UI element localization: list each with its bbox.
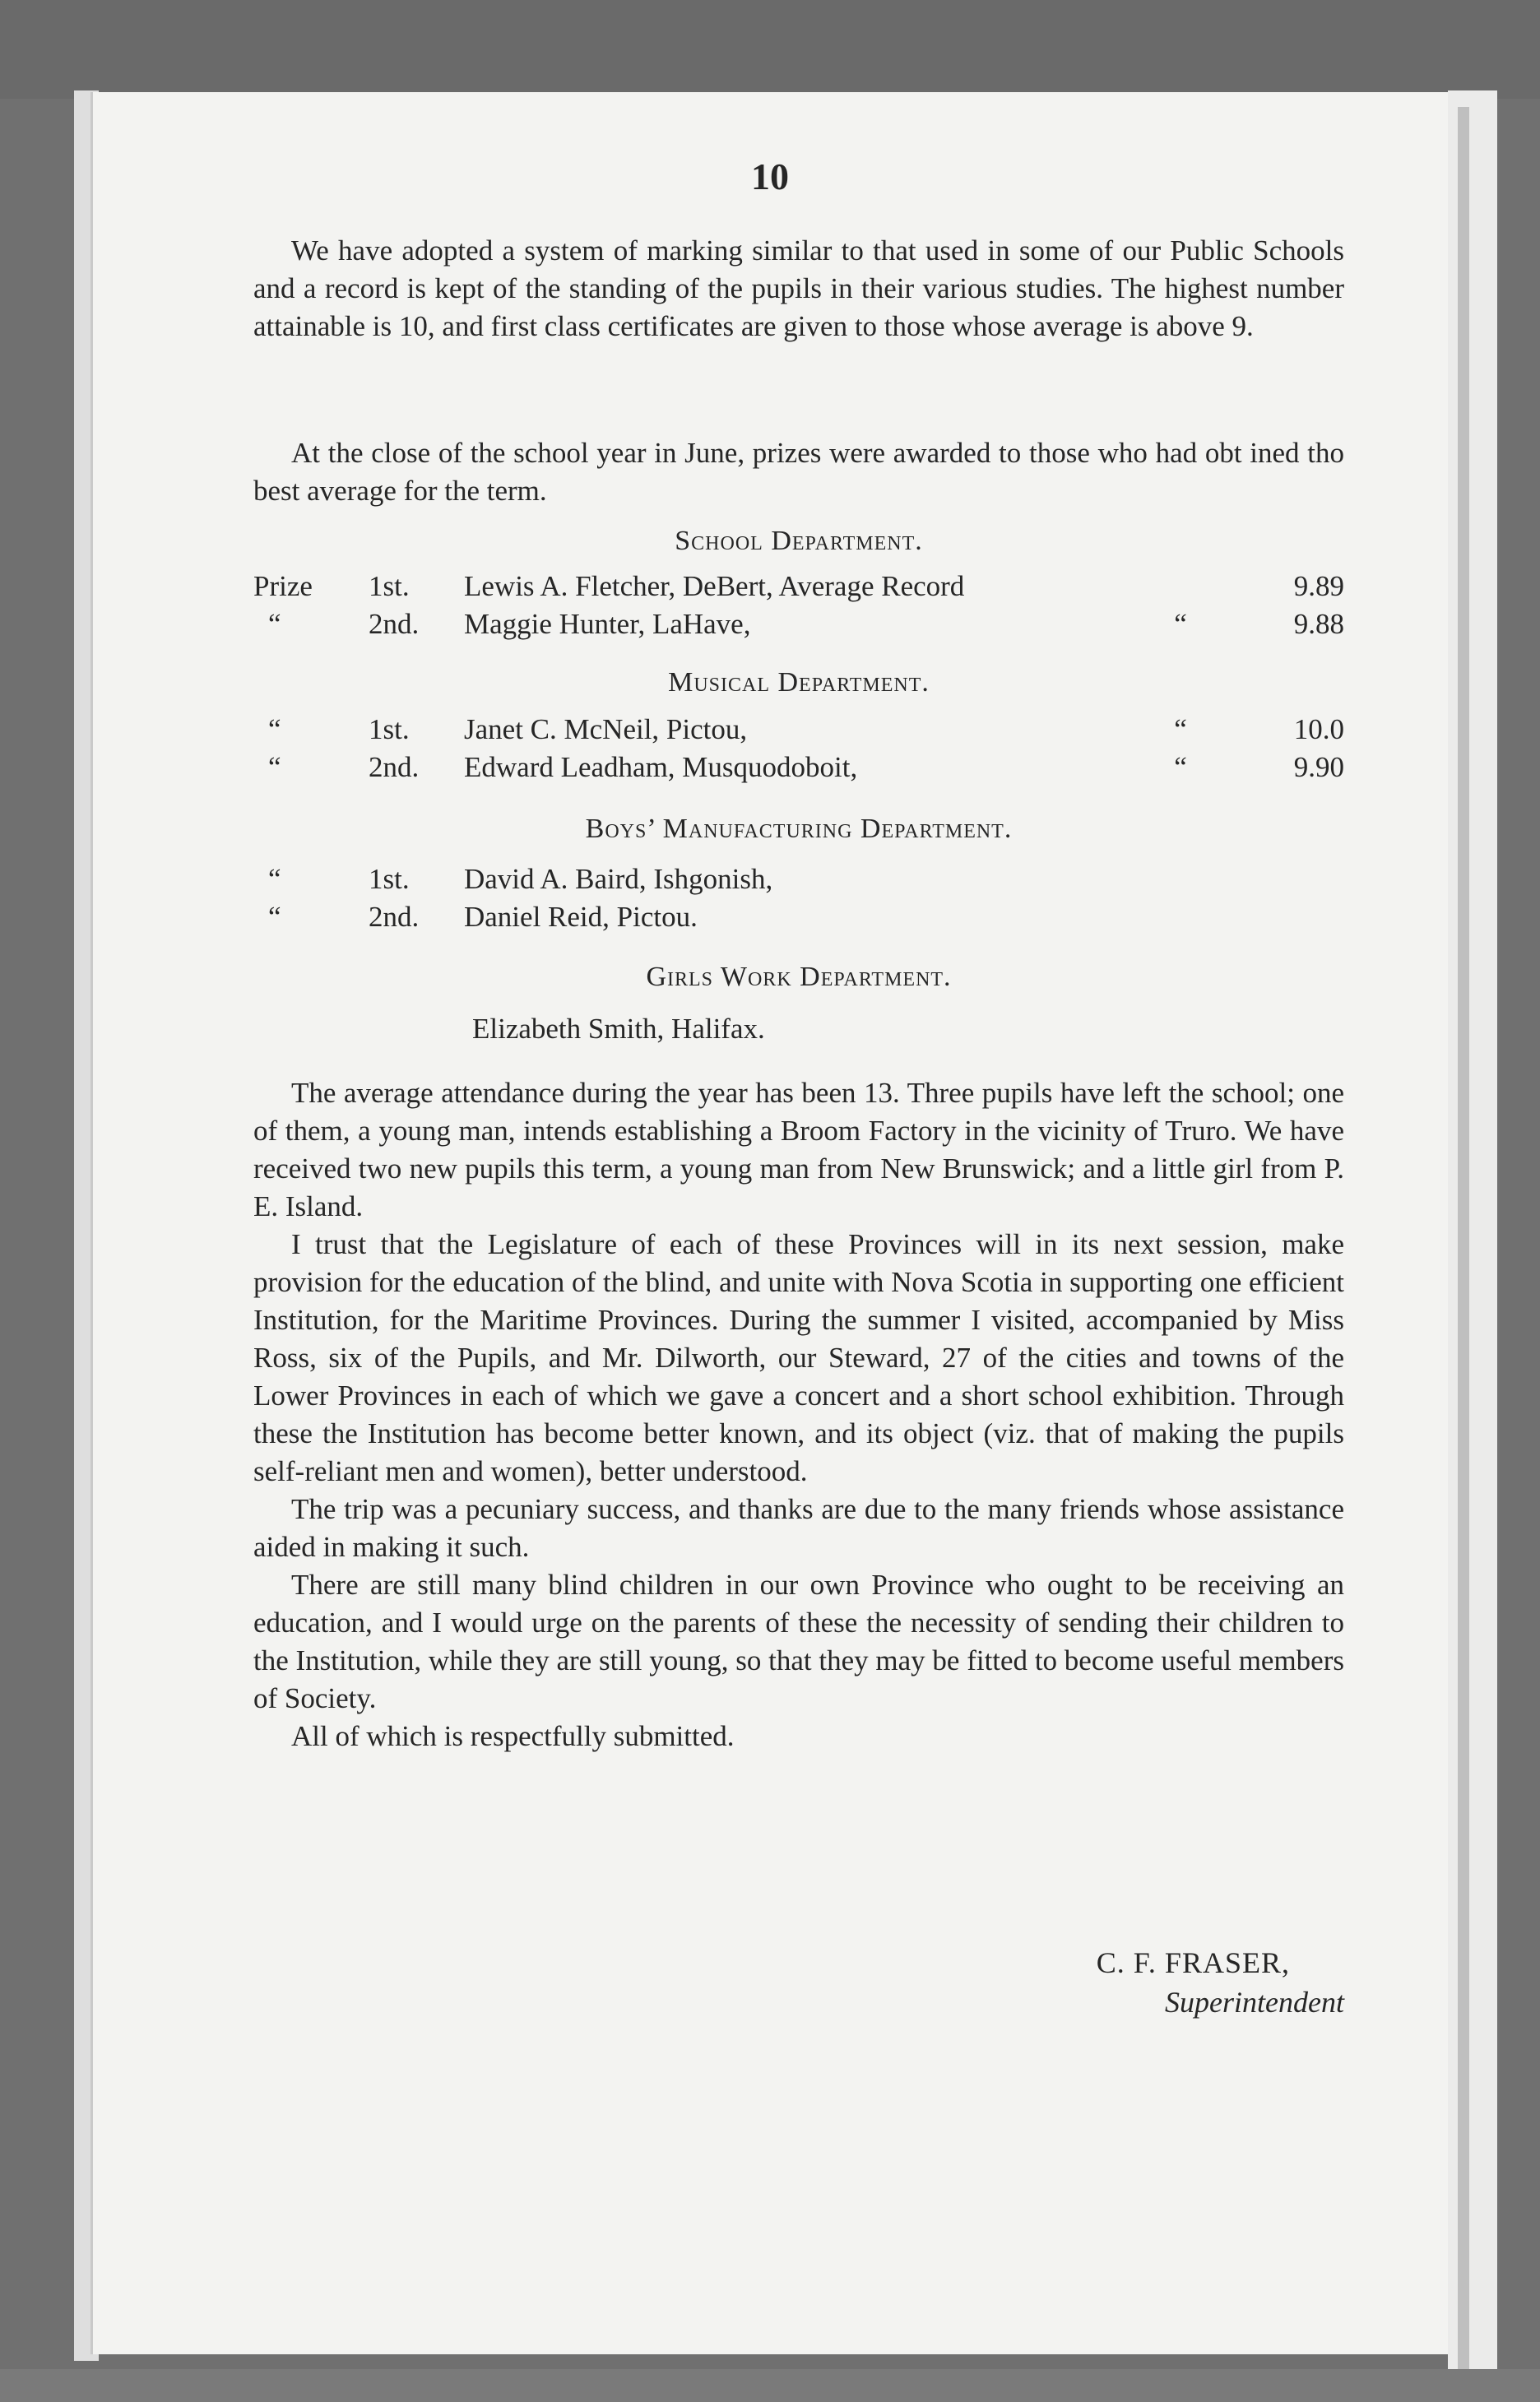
section-heading-girls: Girls Work Department. xyxy=(646,962,952,992)
intro-paragraph-1 xyxy=(253,232,1344,345)
prize-name: David A. Baird, Ishgonish, xyxy=(464,863,773,895)
prize-place: 1st. xyxy=(369,713,410,745)
report-body xyxy=(253,1074,1344,1755)
prize-place: 1st. xyxy=(369,863,410,895)
boys-department-section xyxy=(253,811,1344,936)
prize-prefix: “ xyxy=(268,713,281,745)
section-heading-musical: Musical Department. xyxy=(668,667,930,698)
prize-place: 1st. xyxy=(369,570,410,602)
signer-title: Superintendent xyxy=(1165,1986,1344,2019)
prize-name: Maggie Hunter, LaHave, xyxy=(464,608,751,640)
prize-average: 9.88 xyxy=(1293,608,1344,640)
prize-place: 2nd. xyxy=(369,751,420,783)
section-heading-school: School Department. xyxy=(675,526,923,556)
ditto-mark xyxy=(1119,568,1242,605)
page-number: 10 xyxy=(751,155,789,197)
prize-place: 2nd. xyxy=(369,901,420,933)
prize-name: Daniel Reid, Pictou. xyxy=(464,901,698,933)
prize-prefix: “ xyxy=(268,901,281,933)
musical-prize-table xyxy=(253,711,1344,786)
paragraph: At the close of the school year in June, prizes were awarded to those who had obt ined tho best average for the term. xyxy=(253,437,1344,507)
signer-name: C. F. FRASER, xyxy=(1096,1946,1290,1979)
table-row xyxy=(253,749,1344,786)
prize-average: 9.90 xyxy=(1293,751,1344,783)
paragraph: All of which is respectfully submitted. xyxy=(291,1720,735,1752)
table-row xyxy=(253,711,1344,749)
paragraph: I trust that the Legislature of each of these Provinces will in its next session, make provision for the education of the blind, and unite with Nova Scotia in supporting one efficient Institution, for the Maritime Provinces. During the summer I visited, accompanied by Miss Ross, six of the Pupils, and Mr. Dilworth, our Steward, 27 of the cities and towns of the Lower Provinces in each of which we gave a concert and a short school exhibition. Through these the Institution has become better known, and its object (viz. that of making the pupils self-reliant men and women), better understood. xyxy=(253,1228,1344,1487)
girls-prize-name: Elizabeth Smith, Halifax. xyxy=(472,1013,765,1045)
paragraph: The trip was a pecuniary success, and thanks are due to the many friends whose assistance aided in making it such. xyxy=(253,1493,1344,1563)
prize-average: 10.0 xyxy=(1293,713,1344,745)
prize-prefix: Prize xyxy=(253,570,313,602)
prize-prefix: “ xyxy=(268,863,281,895)
signature-block xyxy=(253,1943,1344,2022)
paragraph: We have adopted a system of marking similar to that used in some of our Public Schools and a record is kept of the standing of the pupils in their various studies. The highest number attainable is 10, and first class certificates are given to those whose average is above 9. xyxy=(253,234,1344,342)
paragraph: The average attendance during the year has been 13. Three pupils have left the school; one of them, a young man, intends establishing a Broom Factory in the vicinity of Truro. We have received two new pupils this term, a young man from New Brunswick; and a little girl from P. E. Island. xyxy=(253,1077,1344,1222)
adjacent-page-edge xyxy=(1458,107,1469,2377)
school-prize-table xyxy=(253,568,1344,643)
scan-background-top xyxy=(0,0,1540,99)
school-department-section xyxy=(253,523,1344,643)
girls-department-section xyxy=(253,959,1344,1048)
prize-prefix: “ xyxy=(268,751,281,783)
prize-name: Edward Leadham, Musquodoboit, xyxy=(464,751,858,783)
ditto-mark: “ xyxy=(1174,751,1187,783)
prize-place: 2nd. xyxy=(369,608,420,640)
ditto-mark: “ xyxy=(1174,608,1187,640)
prize-name: Lewis A. Fletcher, DeBert, Average Record xyxy=(464,570,965,602)
adjacent-page-strip xyxy=(1448,90,1497,2386)
scan-background-bottom xyxy=(0,2369,1540,2402)
table-row xyxy=(253,568,1344,605)
ditto-mark: “ xyxy=(1174,713,1187,745)
intro-paragraph-2 xyxy=(253,434,1344,510)
prize-name: Janet C. McNeil, Pictou, xyxy=(464,713,748,745)
prize-prefix: “ xyxy=(268,608,281,640)
table-row xyxy=(253,898,1344,936)
prize-average: 9.89 xyxy=(1293,570,1344,602)
musical-department-section xyxy=(253,665,1344,786)
section-heading-boys: Boys’ Manufacturing Department. xyxy=(585,814,1013,844)
paragraph: There are still many blind children in our own Province who ought to be receiving an education, and I would urge on the parents of these the necessity of sending their children to the Institution, while they are still young, so that they may be fitted to become useful members of Society. xyxy=(253,1569,1344,1714)
table-row xyxy=(253,605,1344,643)
boys-prize-table xyxy=(253,860,1344,936)
table-row xyxy=(253,860,1344,898)
